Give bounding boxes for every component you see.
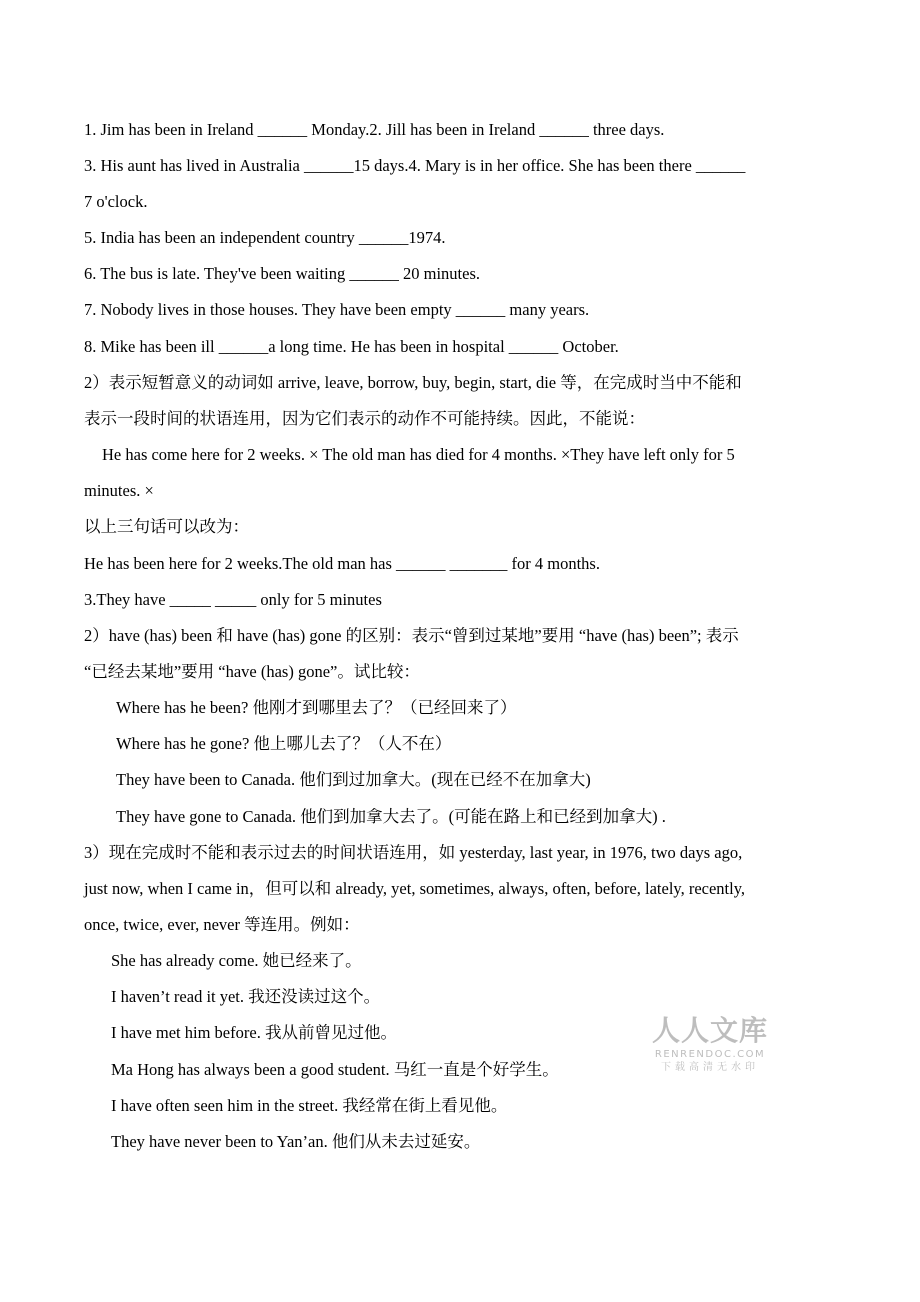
exercise-line-3-4: 3. His aunt has lived in Australia ______15 days.4. Mary is in her office. She has been there ______: [84, 156, 746, 175]
example-already: She has already come. 她已经来了。: [111, 951, 362, 970]
example-been: Where has he been? 他刚才到哪里去了？（已经回来了）: [116, 698, 517, 717]
example-often: I have often seen him in the street. 我经常在街上看见他。: [111, 1096, 508, 1115]
watermark-tagline: 下载高清无水印: [661, 1062, 759, 1073]
rule-3-cont: just now, when I came in，但可以和 already, yet, sometimes, always, often, before, lately, recently,: [84, 879, 746, 898]
wrong-examples-cont: minutes. ×: [84, 481, 154, 500]
exercise-line-4-cont: 7 o'clock.: [84, 192, 148, 211]
rewrite-intro: 以上三句话可以改为：: [84, 517, 249, 536]
example-never: They have never been to Yan’an. 他们从未去过延安。: [111, 1132, 481, 1151]
example-gone: Where has he gone? 他上哪儿去了？（人不在）: [116, 734, 452, 753]
wrong-examples: He has come here for 2 weeks. × The old man has died for 4 months. ×They have left only for 5: [102, 445, 735, 464]
rewrite-line-3: 3.They have _____ _____ only for 5 minutes: [84, 590, 382, 609]
example-yet: I haven’t read it yet. 我还没读过这个。: [111, 987, 381, 1006]
been-gone-rule-cont: “已经去某地”要用 “have (has) gone”。试比较：: [84, 662, 420, 681]
exercise-line-7: 7. Nobody lives in those houses. They have been empty ______ many years.: [84, 300, 590, 319]
watermark-logo: [644, 1014, 776, 1075]
exercise-line-1: 1. Jim has been in Ireland ______ Monday.2. Jill has been in Ireland ______ three days.: [84, 120, 665, 139]
example-gone-canada: They have gone to Canada. 他们到加拿大去了。(可能在路上和已经到加拿大) .: [116, 807, 666, 826]
been-gone-rule: 2）have (has) been 和 have (has) gone 的区别：表示“曾到过某地”要用 “have (has) been”; 表示: [84, 626, 739, 645]
example-always: Ma Hong has always been a good student. 马红一直是个好学生。: [111, 1060, 559, 1079]
rule-3-cont-2: once, twice, ever, never 等连用。例如：: [84, 915, 360, 934]
example-been-canada: They have been to Canada. 他们到过加拿大。(现在已经不在加拿大): [116, 770, 591, 789]
exercise-line-8: 8. Mike has been ill ______a long time. He has been in hospital ______ October.: [84, 337, 619, 356]
exercise-line-5: 5. India has been an independent country ______1974.: [84, 228, 446, 247]
watermark-brand: 人人文库: [651, 1014, 768, 1047]
exercise-line-6: 6. The bus is late. They've been waiting ______ 20 minutes.: [84, 264, 481, 283]
rule-2-cont: 表示一段时间的状语连用，因为它们表示的动作不可能持续。因此，不能说：: [84, 409, 645, 428]
watermark-url: RENRENDOC.COM: [654, 1049, 766, 1060]
rewrite-line-1: He has been here for 2 weeks.The old man has ______ _______ for 4 months.: [84, 554, 600, 573]
rule-2-intro: 2）表示短暂意义的动词如 arrive, leave, borrow, buy, begin, start, die 等，在完成时当中不能和: [84, 373, 742, 392]
rule-3-intro: 3）现在完成时不能和表示过去的时间状语连用，如 yesterday, last year, in 1976, two days ago,: [84, 843, 743, 862]
example-before: I have met him before. 我从前曾见过他。: [111, 1023, 397, 1042]
